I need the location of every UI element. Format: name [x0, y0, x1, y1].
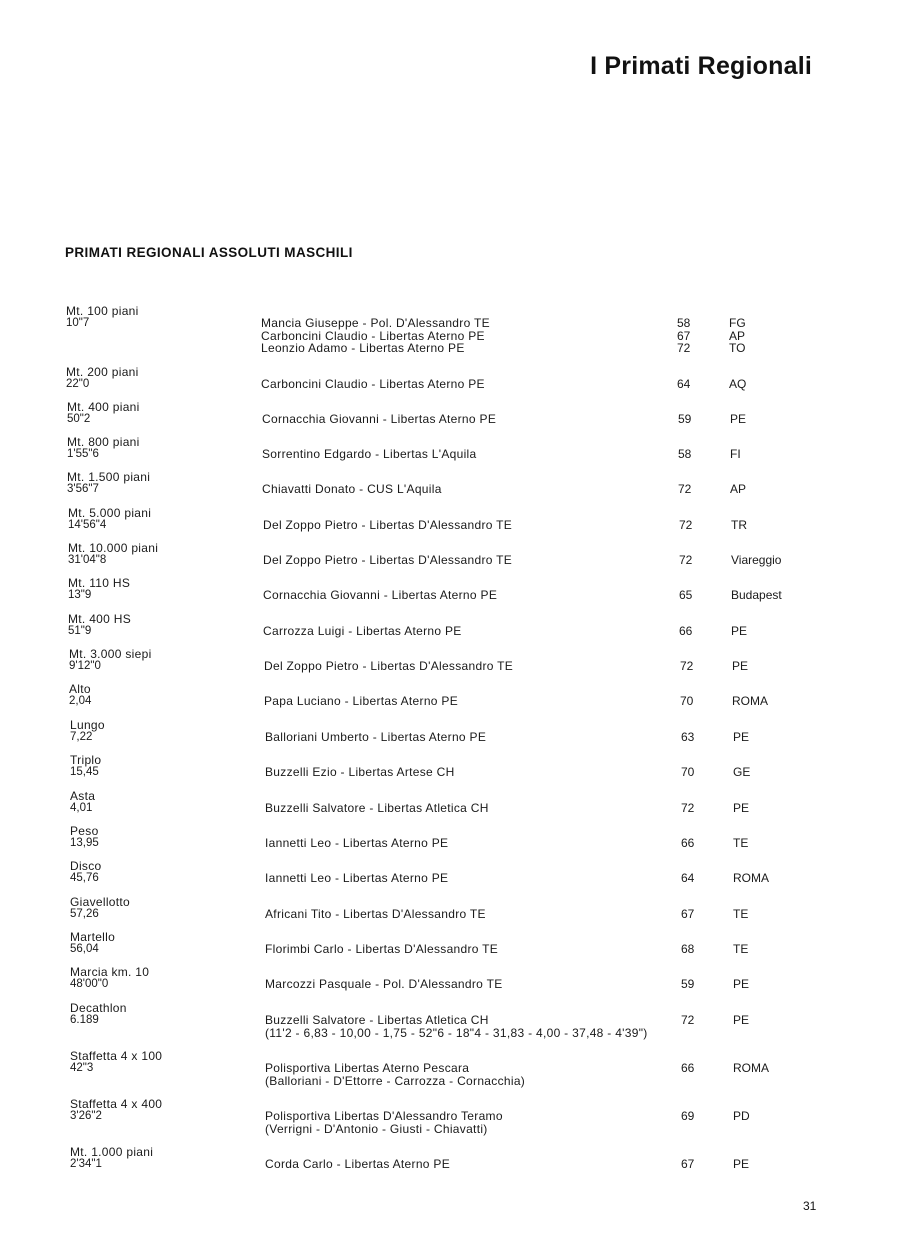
record-year: 72: [681, 801, 695, 815]
years-column: [680, 695, 693, 708]
record-year: 67: [681, 1157, 695, 1171]
holder-name: Del Zoppo Pietro - Libertas D'Alessandro TE: [264, 659, 514, 673]
record-year: 64: [677, 377, 691, 391]
record-place: PE: [732, 659, 749, 673]
years-column: [681, 872, 694, 885]
places-column: [733, 1062, 769, 1075]
record-place: PE: [731, 624, 748, 638]
record-year: 66: [681, 836, 695, 850]
record-mark: 51"9: [68, 625, 92, 637]
places-column: [733, 731, 749, 744]
record-place: FG: [729, 316, 746, 330]
places-column: [731, 625, 747, 638]
holder-name: (11'2 - 6,83 - 10,00 - 1,75 - 52"6 - 18"4 - 31,83 - 4,00 - 37,48 - 4'39"): [265, 1025, 648, 1040]
holders-column: [263, 589, 497, 602]
places-column: [731, 554, 781, 567]
record-year: 70: [681, 765, 695, 779]
record-mark: 15,45: [70, 766, 99, 778]
years-column: [681, 766, 694, 779]
holders-column: [265, 1062, 525, 1087]
holders-column: [263, 554, 512, 567]
holders-column: [265, 1014, 648, 1039]
holder-name: Carboncini Claudio - Libertas Aterno PE: [261, 377, 485, 391]
years-column: [678, 483, 691, 496]
record-place: PD: [733, 1109, 750, 1123]
holders-column: [265, 837, 448, 850]
record-mark: 57,26: [70, 908, 99, 920]
event-name: Mt. 200 piani: [66, 365, 139, 379]
holder-name: Buzzelli Ezio - Libertas Artese CH: [265, 765, 455, 779]
record-year: 69: [681, 1109, 695, 1123]
years-column: [679, 625, 692, 638]
places-column: [733, 943, 748, 956]
record-mark: 2,04: [69, 695, 92, 707]
record-place: TR: [731, 518, 747, 532]
holder-name: Sorrentino Edgardo - Libertas L'Aquila: [262, 447, 477, 461]
event-name: Triplo: [70, 753, 102, 767]
record-mark: 14'56"4: [68, 519, 107, 531]
page-number: 31: [803, 1199, 817, 1213]
record-mark: 13"9: [68, 589, 92, 601]
record-place: PE: [733, 1013, 750, 1027]
record-mark: 3'26"2: [70, 1110, 102, 1122]
holder-name: Del Zoppo Pietro - Libertas D'Alessandro TE: [263, 553, 513, 567]
event-name: Mt. 3.000 siepi: [69, 647, 152, 661]
holder-name: Iannetti Leo - Libertas Aterno PE: [265, 871, 449, 885]
holder-name: Balloriani Umberto - Libertas Aterno PE: [265, 730, 487, 744]
record-place: PE: [733, 977, 750, 991]
holder-name: Leonzio Adamo - Libertas Aterno PE: [261, 341, 465, 355]
event-name: Giavellotto: [70, 895, 130, 909]
holder-name: Buzzelli Salvatore - Libertas Atletica CH: [265, 1013, 489, 1027]
years-column: [681, 943, 694, 956]
holders-column: [261, 317, 490, 355]
event-name: Peso: [70, 824, 99, 838]
record-place: Budapest: [731, 588, 782, 602]
years-column: [679, 589, 692, 602]
holder-name: Cornacchia Giovanni - Libertas Aterno PE: [263, 588, 498, 602]
holder-name: Florimbi Carlo - Libertas D'Alessandro TE: [265, 942, 499, 956]
years-column: [678, 413, 691, 426]
record-mark: 10"7: [66, 317, 90, 329]
holder-name: Mancia Giuseppe - Pol. D'Alessandro TE: [261, 316, 490, 330]
holders-column: [265, 978, 503, 991]
record-place: PE: [733, 801, 750, 815]
years-column: [678, 448, 691, 461]
event-name: Alto: [69, 682, 91, 696]
holders-column: [263, 625, 462, 638]
years-column: [681, 978, 694, 991]
page-title: I Primati Regionali: [590, 52, 812, 80]
holder-name: Chiavatti Donato - CUS L'Aquila: [262, 482, 442, 496]
record-mark: 2'34"1: [70, 1158, 102, 1170]
holder-name: Carrozza Luigi - Libertas Aterno PE: [263, 624, 462, 638]
years-column: [681, 1062, 694, 1075]
record-year: 72: [680, 659, 694, 673]
record-mark: 6.189: [70, 1014, 99, 1026]
holder-name: Iannetti Leo - Libertas Aterno PE: [265, 836, 449, 850]
places-column: [730, 413, 746, 426]
holder-name: Buzzelli Salvatore - Libertas Atletica CH: [265, 801, 489, 815]
places-column: [730, 483, 746, 496]
holder-name: Polisportiva Libertas D'Alessandro Teramo: [265, 1109, 503, 1123]
event-name: Disco: [70, 859, 102, 873]
record-place: PE: [733, 1157, 750, 1171]
places-column: [733, 802, 749, 815]
record-place: GE: [733, 765, 751, 779]
years-column: [679, 519, 692, 532]
event-name: Staffetta 4 x 100: [70, 1049, 163, 1063]
years-column: [681, 837, 694, 850]
record-year: 68: [681, 942, 695, 956]
record-place: AP: [729, 328, 746, 343]
record-mark: 22"0: [66, 378, 90, 390]
record-mark: 31'04"8: [68, 554, 107, 566]
record-year: 72: [678, 482, 692, 496]
places-column: [733, 1158, 749, 1171]
holder-name: Carboncini Claudio - Libertas Aterno PE: [261, 328, 485, 343]
record-place: ROMA: [732, 694, 768, 708]
event-name: Mt. 1.500 piani: [67, 470, 151, 484]
years-column: [677, 378, 690, 391]
record-year: 72: [679, 518, 693, 532]
event-name: Mt. 100 piani: [66, 304, 139, 318]
record-place: FI: [730, 447, 741, 461]
record-place: TE: [733, 836, 749, 850]
holders-column: [265, 766, 455, 779]
record-year: 59: [681, 977, 695, 991]
record-mark: 1'55"6: [67, 448, 99, 460]
holder-name: Papa Luciano - Libertas Aterno PE: [264, 694, 459, 708]
holders-column: [265, 943, 498, 956]
record-year: 70: [680, 694, 694, 708]
event-name: Mt. 400 HS: [68, 612, 132, 626]
places-column: [733, 1110, 750, 1123]
record-place: PE: [730, 412, 747, 426]
holder-name: Del Zoppo Pietro - Libertas D'Alessandro TE: [263, 518, 513, 532]
holder-name: Cornacchia Giovanni - Libertas Aterno PE: [262, 412, 497, 426]
holders-column: [264, 660, 513, 673]
section-heading: PRIMATI REGIONALI ASSOLUTI MASCHILI: [65, 245, 353, 260]
holder-name: (Balloriani - D'Ettorre - Carrozza - Cornacchia): [265, 1073, 526, 1088]
places-column: [733, 908, 748, 921]
record-mark: 9'12"0: [69, 660, 101, 672]
record-year: 66: [679, 624, 693, 638]
holders-column: [261, 378, 485, 391]
holder-name: Corda Carlo - Libertas Aterno PE: [265, 1157, 451, 1171]
record-mark: 48'00"0: [70, 978, 109, 990]
record-year: 63: [681, 730, 695, 744]
holders-column: [265, 908, 486, 921]
record-place: AQ: [729, 377, 747, 391]
record-place: TO: [729, 341, 746, 355]
years-column: [681, 1110, 694, 1123]
holders-column: [265, 1110, 503, 1135]
record-year: 72: [677, 341, 691, 355]
years-column: [681, 1158, 694, 1171]
holders-column: [262, 413, 496, 426]
places-column: [733, 1014, 749, 1027]
holder-name: Africani Tito - Libertas D'Alessandro TE: [265, 907, 486, 921]
record-mark: 13,95: [70, 837, 99, 849]
holders-column: [262, 448, 476, 461]
places-column: [729, 378, 746, 391]
record-place: PE: [733, 730, 750, 744]
places-column: [732, 695, 768, 708]
holders-column: [264, 695, 458, 708]
record-mark: 3'56"7: [67, 483, 99, 495]
holders-column: [262, 483, 442, 496]
event-name: Lungo: [70, 718, 105, 732]
event-name: Staffetta 4 x 400: [70, 1097, 163, 1111]
holders-column: [265, 802, 489, 815]
years-column: [681, 802, 694, 815]
places-column: [733, 872, 769, 885]
event-name: Mt. 5.000 piani: [68, 506, 152, 520]
places-column: [729, 317, 746, 355]
record-year: 67: [677, 328, 691, 343]
record-year: 58: [678, 447, 692, 461]
holders-column: [265, 1158, 450, 1171]
years-column: [681, 908, 694, 921]
event-name: Mt. 10.000 piani: [68, 541, 159, 555]
record-place: TE: [733, 907, 749, 921]
event-name: Mt. 1.000 piani: [70, 1145, 154, 1159]
record-year: 58: [677, 316, 691, 330]
years-column: [681, 731, 694, 744]
places-column: [733, 766, 750, 779]
record-place: AP: [730, 482, 747, 496]
event-name: Mt. 800 piani: [67, 435, 140, 449]
holders-column: [265, 731, 486, 744]
places-column: [733, 837, 748, 850]
places-column: [731, 589, 782, 602]
record-mark: 4,01: [70, 802, 93, 814]
holder-name: (Verrigni - D'Antonio - Giusti - Chiavatti): [265, 1121, 488, 1136]
record-place: TE: [733, 942, 749, 956]
record-year: 72: [679, 553, 693, 567]
years-column: [679, 554, 692, 567]
record-mark: 50"2: [67, 413, 91, 425]
places-column: [732, 660, 748, 673]
event-name: Decathlon: [70, 1001, 127, 1015]
record-year: 67: [681, 907, 695, 921]
record-year: 72: [681, 1013, 695, 1027]
event-name: Mt. 110 HS: [68, 576, 131, 590]
record-year: 65: [679, 588, 693, 602]
years-column: [681, 1014, 694, 1027]
record-mark: 45,76: [70, 872, 99, 884]
record-place: ROMA: [733, 1061, 769, 1075]
holders-column: [263, 519, 512, 532]
holders-column: [265, 872, 448, 885]
record-mark: 7,22: [70, 731, 93, 743]
years-column: [677, 317, 690, 355]
record-mark: 56,04: [70, 943, 99, 955]
places-column: [730, 448, 741, 461]
event-name: Mt. 400 piani: [67, 400, 140, 414]
holder-name: Polisportiva Libertas Aterno Pescara: [265, 1061, 470, 1075]
record-year: 64: [681, 871, 695, 885]
event-name: Marcia km. 10: [70, 965, 150, 979]
years-column: [680, 660, 693, 673]
holder-name: Marcozzi Pasquale - Pol. D'Alessandro TE: [265, 977, 503, 991]
record-mark: 42"3: [70, 1062, 94, 1074]
event-name: Asta: [70, 789, 96, 803]
record-year: 66: [681, 1061, 695, 1075]
record-year: 59: [678, 412, 692, 426]
places-column: [733, 978, 749, 991]
places-column: [731, 519, 747, 532]
record-place: ROMA: [733, 871, 769, 885]
event-name: Martello: [70, 930, 116, 944]
record-place: Viareggio: [731, 553, 782, 567]
